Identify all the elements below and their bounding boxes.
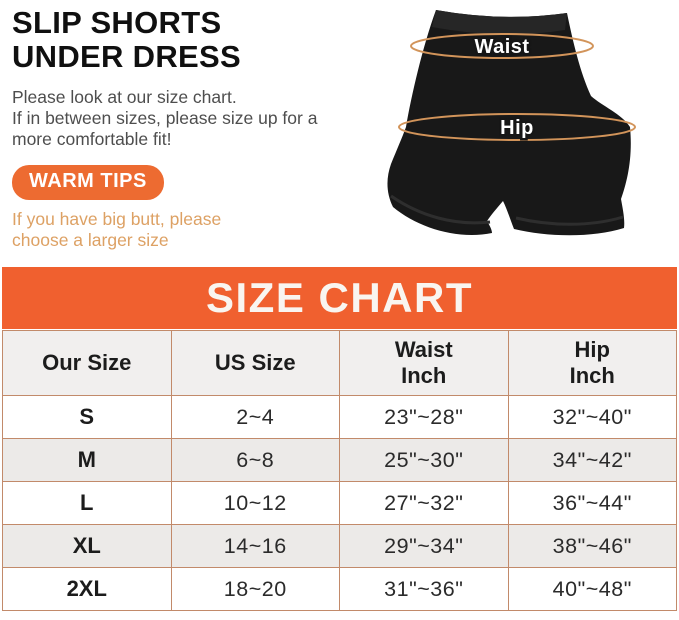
size-chart-table (2, 330, 677, 611)
us-size-value: 14~16 (171, 525, 340, 568)
us-size-value: 2~4 (171, 396, 340, 439)
page-title (12, 6, 348, 74)
size-advice-text: Please look at our size chart. If in between sizes, please size up for a more comfortable fit! (12, 87, 318, 149)
table-row-m (3, 439, 677, 482)
size-label: 2XL (3, 568, 172, 611)
waist-value: 31"~36" (340, 568, 509, 611)
table-row-s (3, 396, 677, 439)
table-header (3, 331, 677, 396)
size-chart-banner (2, 267, 677, 329)
size-label: S (3, 396, 172, 439)
us-size-value: 18~20 (171, 568, 340, 611)
column-header-hip-inch: Hip Inch (508, 331, 677, 396)
warm-tips-badge: WARM TIPS (12, 165, 164, 200)
waist-value: 27"~32" (340, 482, 509, 525)
title-line-1: SLIP SHORTS (12, 5, 222, 40)
table-row-l (3, 482, 677, 525)
column-header-waist-inch: Waist Inch (340, 331, 509, 396)
hip-label: Hip (500, 117, 534, 139)
shorts-photo (340, 0, 679, 262)
hip-value: 32"~40" (508, 396, 677, 439)
column-header-us-size: US Size (171, 331, 340, 396)
waist-value: 29"~34" (340, 525, 509, 568)
hip-value: 38"~46" (508, 525, 677, 568)
header-row (3, 331, 677, 396)
hip-value: 36"~44" (508, 482, 677, 525)
warm-tips-text: If you have big butt, please choose a larger size (12, 209, 222, 250)
waist-value: 25"~30" (340, 439, 509, 482)
waist-value: 23"~28" (340, 396, 509, 439)
table-row-2xl (3, 568, 677, 611)
intro-section (12, 6, 348, 251)
size-chart-title: SIZE CHART (206, 274, 473, 321)
title-line-2: UNDER DRESS (12, 39, 241, 74)
us-size-value: 10~12 (171, 482, 340, 525)
us-size-value: 6~8 (171, 439, 340, 482)
waist-label: Waist (474, 36, 530, 58)
column-header-our-size: Our Size (3, 331, 172, 396)
table-row-xl (3, 525, 677, 568)
size-label: L (3, 482, 172, 525)
table-body (3, 396, 677, 611)
hip-value: 40"~48" (508, 568, 677, 611)
size-label: XL (3, 525, 172, 568)
hip-value: 34"~42" (508, 439, 677, 482)
size-label: M (3, 439, 172, 482)
shorts-measurement-diagram (340, 0, 679, 262)
